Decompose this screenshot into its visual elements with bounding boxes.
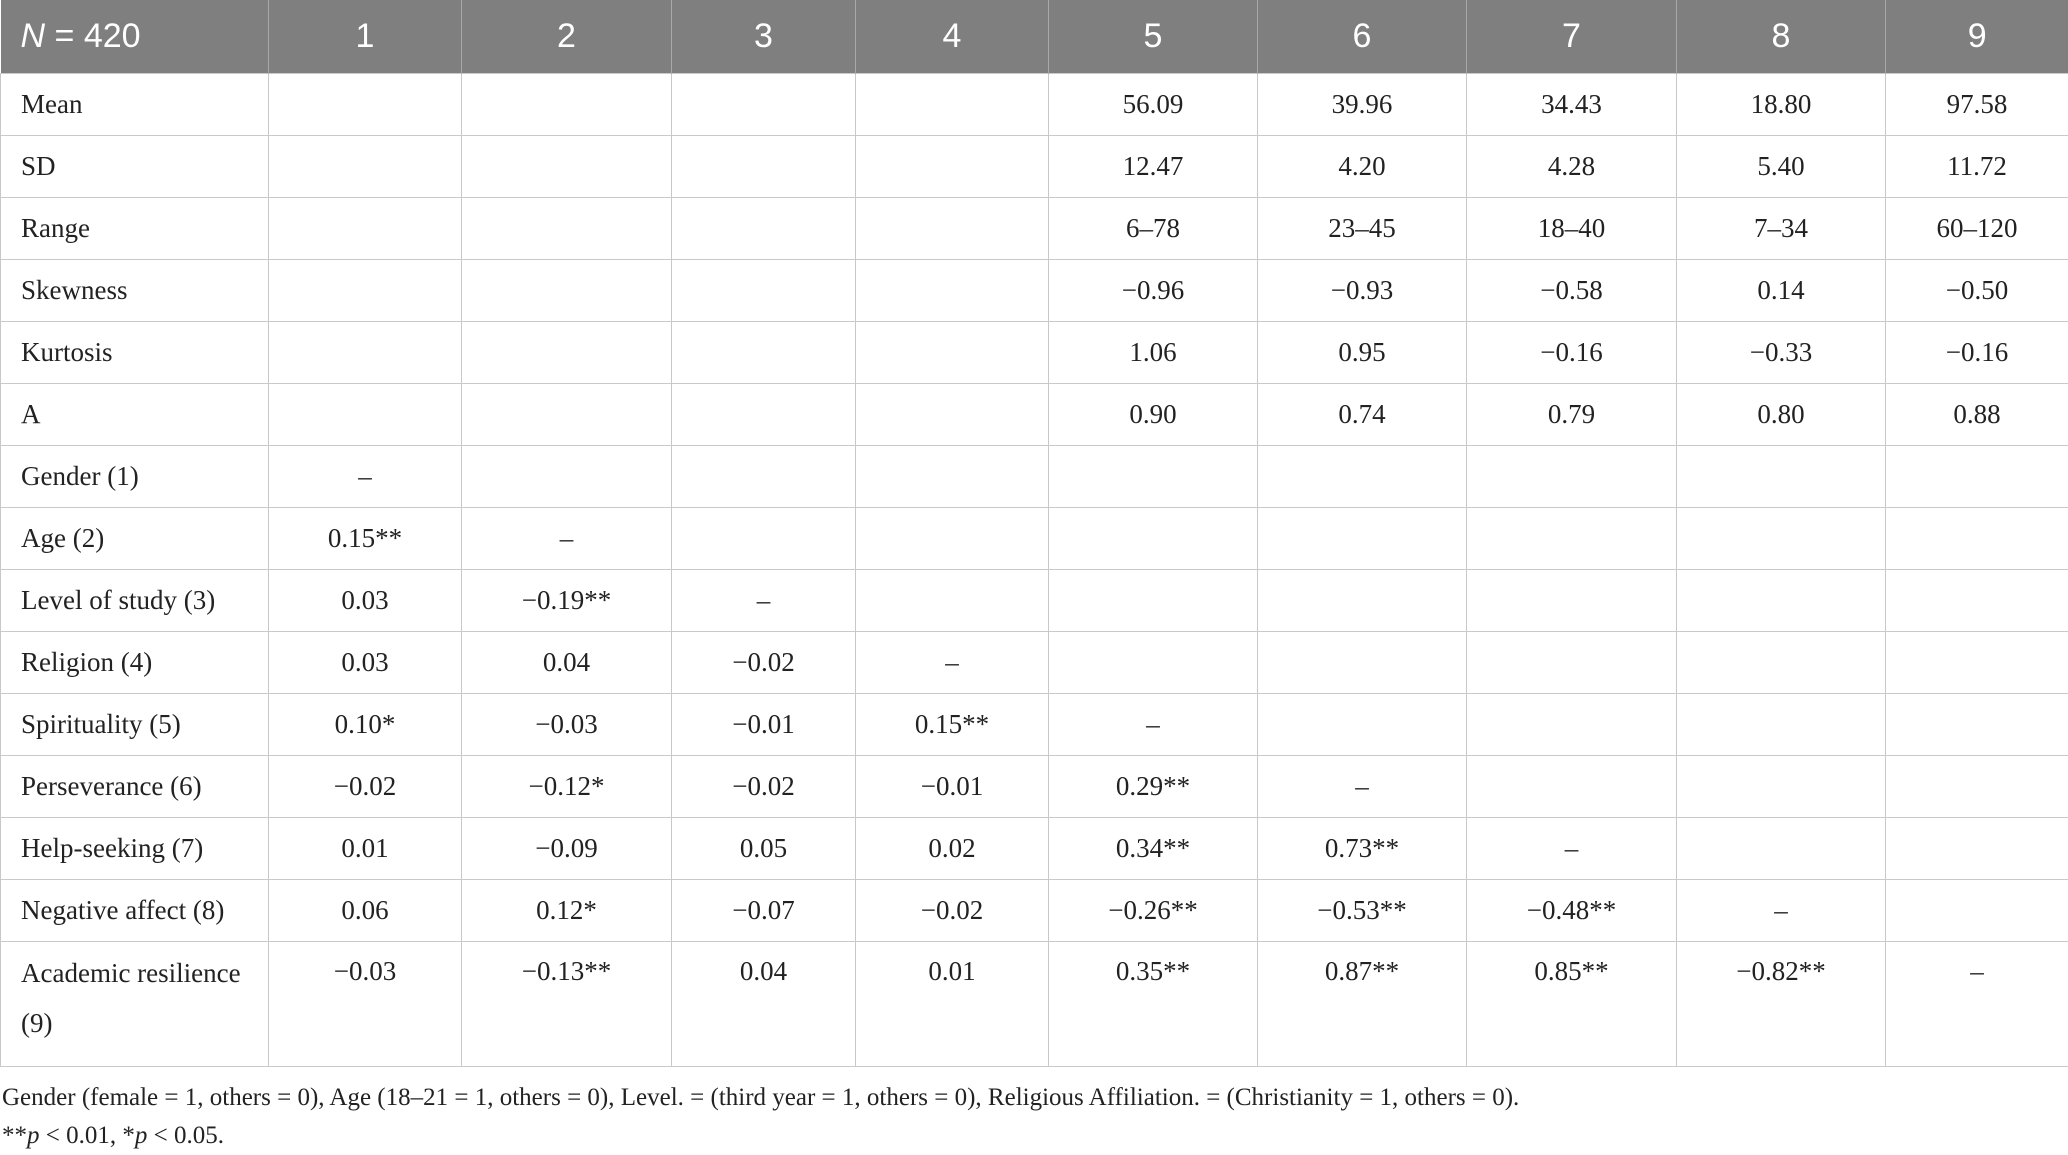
table-cell: 0.01 — [856, 942, 1049, 1067]
table-cell — [856, 570, 1049, 632]
table-cell: 7–34 — [1677, 198, 1886, 260]
table-cell — [462, 74, 672, 136]
table-cell: 60–120 — [1886, 198, 2068, 260]
row-label: Gender (1) — [1, 446, 269, 508]
row-label: Level of study (3) — [1, 570, 269, 632]
table-cell — [462, 136, 672, 198]
table-cell: 0.06 — [269, 880, 462, 942]
table-cell: – — [856, 632, 1049, 694]
table-cell: – — [269, 446, 462, 508]
table-cell: 0.73** — [1258, 818, 1467, 880]
row-label: Α — [1, 384, 269, 446]
table-cell: −0.53** — [1258, 880, 1467, 942]
table-cell — [1886, 632, 2068, 694]
table-cell: – — [1886, 942, 2068, 1067]
row-label: Help-seeking (7) — [1, 818, 269, 880]
column-header: 4 — [856, 0, 1049, 74]
table-cell — [1886, 818, 2068, 880]
table-cell — [269, 322, 462, 384]
table-cell: 11.72 — [1886, 136, 2068, 198]
table-cell — [462, 322, 672, 384]
table-cell: −0.16 — [1467, 322, 1677, 384]
sample-size-header — [1, 0, 269, 74]
table-cell: 0.79 — [1467, 384, 1677, 446]
table-cell: −0.16 — [1886, 322, 2068, 384]
table-cell — [856, 384, 1049, 446]
table-cell — [1258, 632, 1467, 694]
table-header-row — [1, 0, 2068, 74]
table-cell — [1467, 694, 1677, 756]
table-row — [1, 446, 2068, 508]
table-row — [1, 136, 2068, 198]
table-cell: 0.12* — [462, 880, 672, 942]
table-cell: −0.26** — [1049, 880, 1258, 942]
table-cell — [1258, 508, 1467, 570]
table-cell — [462, 384, 672, 446]
table-cell — [269, 136, 462, 198]
table-row — [1, 880, 2068, 942]
table-cell: −0.13** — [462, 942, 672, 1067]
table-cell — [1886, 694, 2068, 756]
row-label: Age (2) — [1, 508, 269, 570]
table-cell: −0.02 — [269, 756, 462, 818]
row-label: Religion (4) — [1, 632, 269, 694]
column-header: 8 — [1677, 0, 1886, 74]
table-cell: −0.50 — [1886, 260, 2068, 322]
table-cell: 0.80 — [1677, 384, 1886, 446]
row-label: Mean — [1, 74, 269, 136]
table-cell — [672, 446, 856, 508]
table-cell — [672, 136, 856, 198]
table-cell: 39.96 — [1258, 74, 1467, 136]
row-label: Range — [1, 198, 269, 260]
table-cell: −0.02 — [856, 880, 1049, 942]
table-cell — [1049, 570, 1258, 632]
table-cell: 0.05 — [672, 818, 856, 880]
table-cell — [1886, 880, 2068, 942]
table-cell — [1886, 570, 2068, 632]
table-cell — [672, 508, 856, 570]
note-threshold-1: < 0.01, * — [40, 1122, 135, 1149]
table-row — [1, 756, 2068, 818]
table-cell — [1467, 756, 1677, 818]
table-cell: – — [462, 508, 672, 570]
table-row — [1, 818, 2068, 880]
table-cell: 4.28 — [1467, 136, 1677, 198]
row-label: Kurtosis — [1, 322, 269, 384]
table-cell: −0.02 — [672, 632, 856, 694]
table-cell — [462, 260, 672, 322]
table-cell: 97.58 — [1886, 74, 2068, 136]
table-cell: −0.09 — [462, 818, 672, 880]
table-cell — [1467, 570, 1677, 632]
table-cell — [1677, 508, 1886, 570]
table-cell: −0.07 — [672, 880, 856, 942]
table-cell: 0.15** — [269, 508, 462, 570]
table-cell — [672, 322, 856, 384]
table-cell: −0.12* — [462, 756, 672, 818]
table-cell: 0.03 — [269, 570, 462, 632]
table-cell — [672, 260, 856, 322]
table-cell — [1677, 818, 1886, 880]
table-cell: – — [1467, 818, 1677, 880]
table-cell — [856, 136, 1049, 198]
table-cell: 0.34** — [1049, 818, 1258, 880]
table-row — [1, 632, 2068, 694]
table-cell — [1049, 508, 1258, 570]
table-cell: 0.87** — [1258, 942, 1467, 1067]
table-cell — [462, 198, 672, 260]
table-cell — [269, 198, 462, 260]
table-cell — [672, 384, 856, 446]
table-cell: 4.20 — [1258, 136, 1467, 198]
table-cell: 34.43 — [1467, 74, 1677, 136]
table-cell — [856, 74, 1049, 136]
sample-size-value: = 420 — [55, 17, 141, 55]
column-header: 2 — [462, 0, 672, 74]
row-label: Perseverance (6) — [1, 756, 269, 818]
column-header: 3 — [672, 0, 856, 74]
table-cell — [1258, 570, 1467, 632]
table-cell: – — [1049, 694, 1258, 756]
table-cell: −0.93 — [1258, 260, 1467, 322]
table-cell: 18.80 — [1677, 74, 1886, 136]
table-cell: 6–78 — [1049, 198, 1258, 260]
table-cell — [1467, 632, 1677, 694]
table-cell — [269, 74, 462, 136]
note-p-symbol: p — [135, 1122, 148, 1149]
table-cell: – — [1258, 756, 1467, 818]
table-cell: 0.04 — [462, 632, 672, 694]
table-cell: 0.74 — [1258, 384, 1467, 446]
table-cell: −0.19** — [462, 570, 672, 632]
table-row — [1, 694, 2068, 756]
column-header: 9 — [1886, 0, 2068, 74]
table-cell: – — [1677, 880, 1886, 942]
column-header: 1 — [269, 0, 462, 74]
column-header: 6 — [1258, 0, 1467, 74]
table-cell: 0.95 — [1258, 322, 1467, 384]
table-cell: 5.40 — [1677, 136, 1886, 198]
table-notes — [0, 1079, 2068, 1155]
table-cell — [672, 198, 856, 260]
table-cell: 0.90 — [1049, 384, 1258, 446]
table-cell: 0.29** — [1049, 756, 1258, 818]
table-cell — [1677, 632, 1886, 694]
table-cell: 0.85** — [1467, 942, 1677, 1067]
table-cell — [1886, 446, 2068, 508]
table-row — [1, 384, 2068, 446]
table-cell — [1886, 756, 2068, 818]
table-cell: 18–40 — [1467, 198, 1677, 260]
note-stars: ** — [2, 1122, 27, 1149]
table-cell: −0.96 — [1049, 260, 1258, 322]
table-cell: −0.03 — [462, 694, 672, 756]
table-cell: 0.03 — [269, 632, 462, 694]
table-cell: 0.04 — [672, 942, 856, 1067]
row-label: Negative affect (8) — [1, 880, 269, 942]
table-row — [1, 260, 2068, 322]
table-cell — [856, 446, 1049, 508]
table-cell: – — [672, 570, 856, 632]
table-cell: −0.58 — [1467, 260, 1677, 322]
note-line-1: Gender (female = 1, others = 0), Age (18–21 = 1, others = 0), Level. = (third year = 1, others = 0), Religious Affiliation. = (Christianity = 1, others = 0). — [2, 1079, 2068, 1117]
row-label: Skewness — [1, 260, 269, 322]
sample-size-variable: N — [21, 17, 46, 55]
table-cell — [1049, 446, 1258, 508]
table-cell — [1467, 508, 1677, 570]
table-cell — [269, 384, 462, 446]
table-cell: 0.10* — [269, 694, 462, 756]
note-p-symbol: p — [27, 1122, 40, 1149]
column-header: 7 — [1467, 0, 1677, 74]
table-cell — [672, 74, 856, 136]
table-cell — [1677, 570, 1886, 632]
table-row — [1, 942, 2068, 1067]
table-cell: 0.01 — [269, 818, 462, 880]
table-cell — [1258, 694, 1467, 756]
table-cell: 0.02 — [856, 818, 1049, 880]
table-row — [1, 74, 2068, 136]
table-cell: 0.88 — [1886, 384, 2068, 446]
table-cell: 1.06 — [1049, 322, 1258, 384]
table-cell — [269, 260, 462, 322]
note-threshold-2: < 0.05. — [147, 1122, 224, 1149]
table-row — [1, 198, 2068, 260]
column-header: 5 — [1049, 0, 1258, 74]
table-cell — [462, 446, 672, 508]
table-body — [1, 74, 2068, 1067]
table-cell: −0.33 — [1677, 322, 1886, 384]
table-cell: 0.14 — [1677, 260, 1886, 322]
table-cell: −0.02 — [672, 756, 856, 818]
table-cell: 0.15** — [856, 694, 1049, 756]
table-cell: −0.01 — [856, 756, 1049, 818]
row-label: Academic resilience (9) — [1, 942, 269, 1067]
table-cell: −0.03 — [269, 942, 462, 1067]
table-cell — [1886, 508, 2068, 570]
table-row — [1, 570, 2068, 632]
table-cell — [856, 508, 1049, 570]
table-cell: 0.35** — [1049, 942, 1258, 1067]
table-cell — [856, 322, 1049, 384]
table-cell: 12.47 — [1049, 136, 1258, 198]
table-cell: 56.09 — [1049, 74, 1258, 136]
table-cell — [1258, 446, 1467, 508]
table-row — [1, 322, 2068, 384]
table-cell: −0.82** — [1677, 942, 1886, 1067]
table-cell — [856, 260, 1049, 322]
table-cell — [1467, 446, 1677, 508]
row-label: Spirituality (5) — [1, 694, 269, 756]
table-cell — [1049, 632, 1258, 694]
row-label: SD — [1, 136, 269, 198]
table-cell — [1677, 694, 1886, 756]
table-cell: −0.48** — [1467, 880, 1677, 942]
table-row — [1, 508, 2068, 570]
table-cell — [856, 198, 1049, 260]
table-cell: −0.01 — [672, 694, 856, 756]
table-cell — [1677, 446, 1886, 508]
note-line-2 — [2, 1117, 2068, 1155]
table-cell: 23–45 — [1258, 198, 1467, 260]
table-cell — [1677, 756, 1886, 818]
